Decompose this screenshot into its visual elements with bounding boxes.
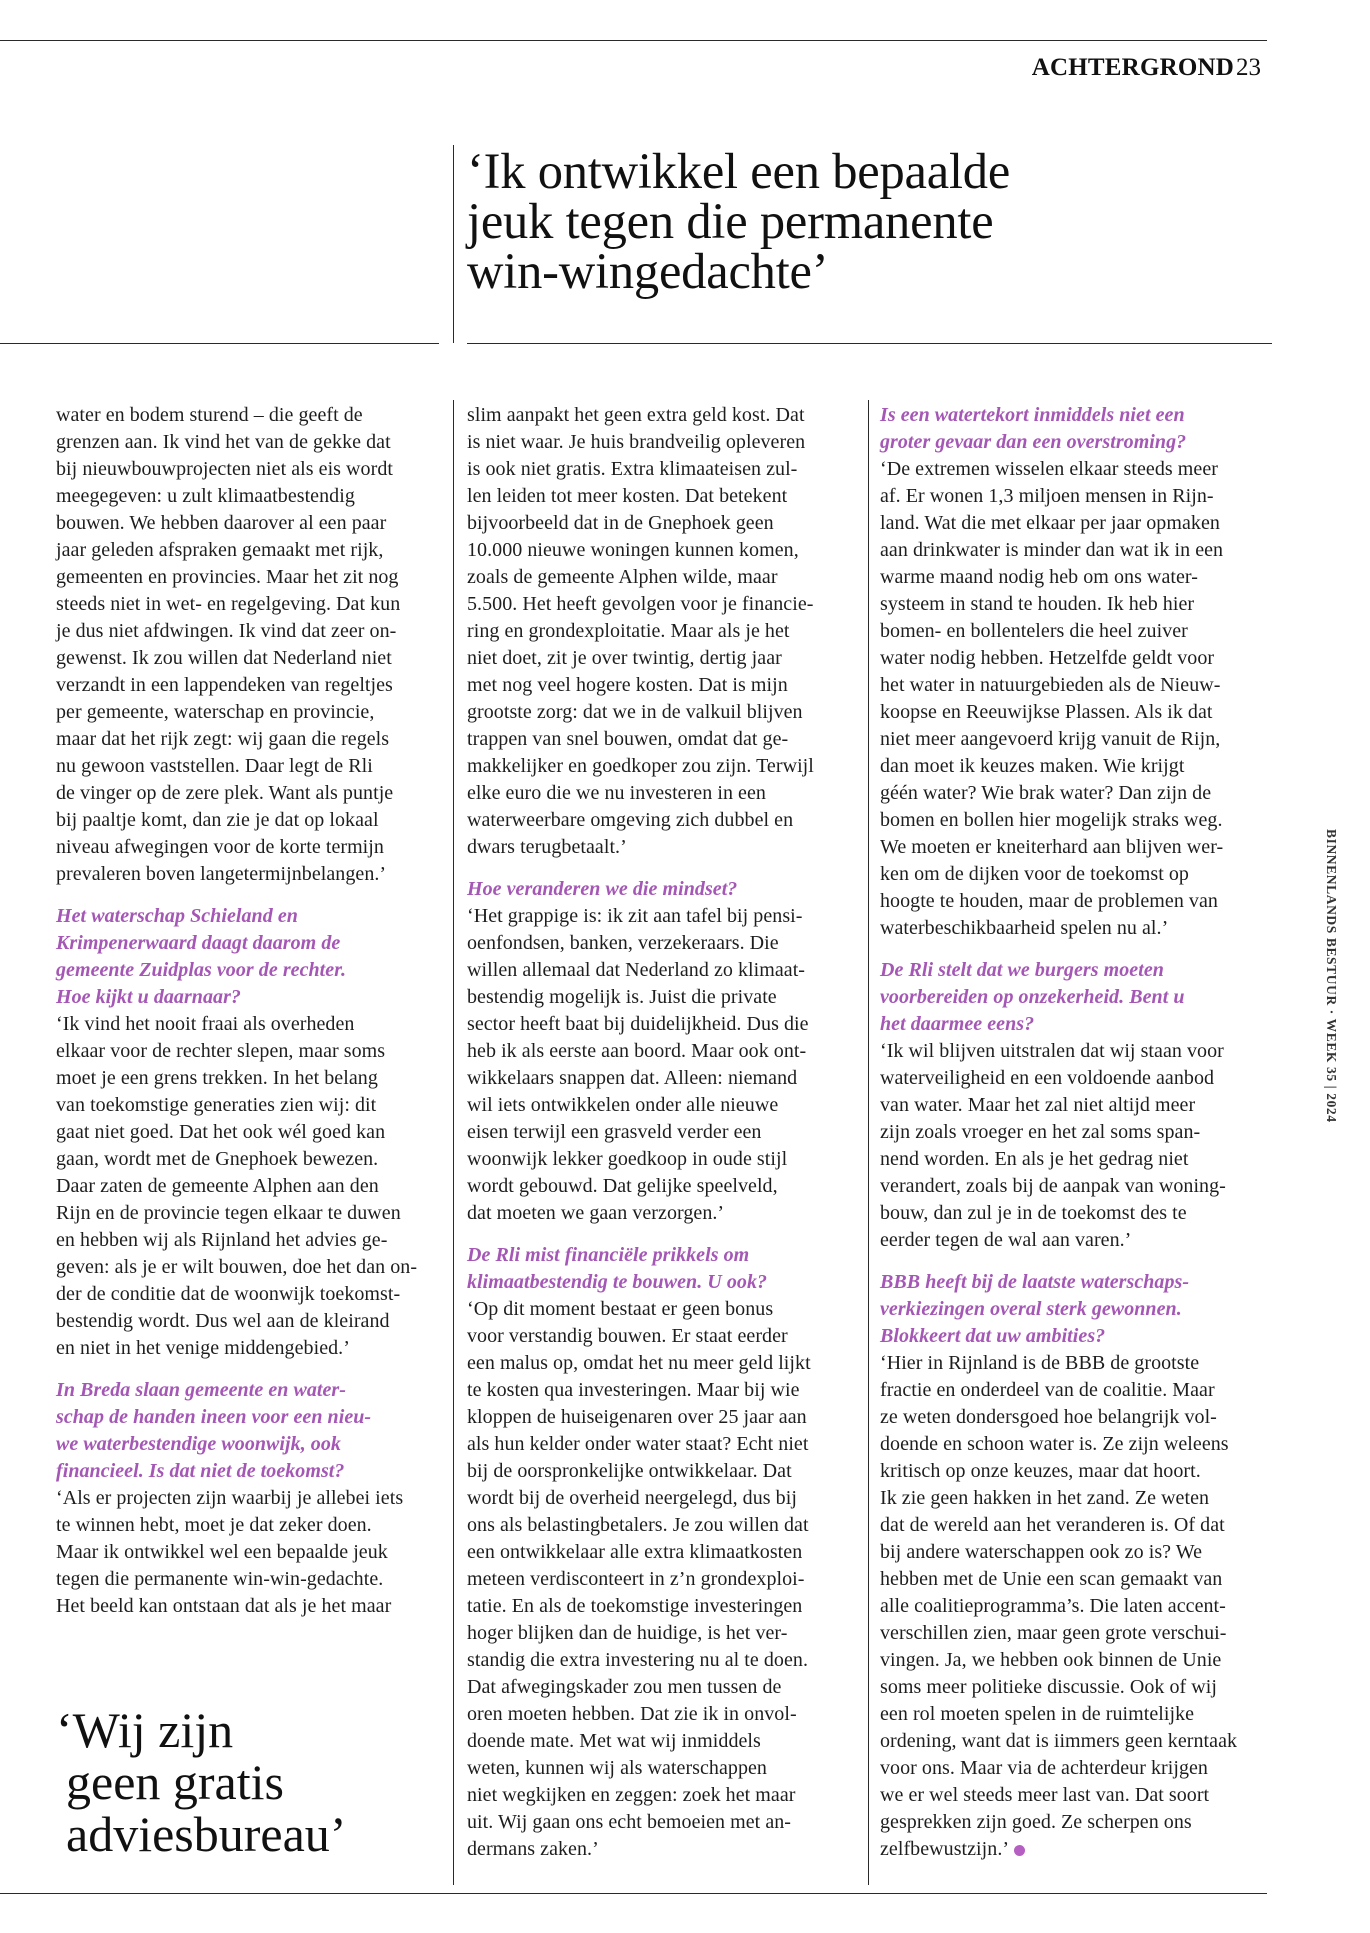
text-line: 10.000 nieuwe woningen kunnen komen,: [467, 539, 799, 561]
text-line: alle coalitieprogramma’s. Die laten accent-: [880, 1595, 1226, 1617]
text-line: voor ons. Maar via de achterdeur krijgen: [880, 1757, 1208, 1779]
text-line: niet wegkijken en zeggen: zoek het maar: [467, 1784, 796, 1806]
question-line: Het waterschap Schieland en: [56, 905, 298, 927]
pull-quote-line: geen gratis: [66, 1754, 284, 1810]
text-line: is ook niet gratis. Extra klimaateisen zul-: [467, 458, 798, 480]
text-line: bij paaltje komt, dan zie je dat op lokaal: [56, 809, 379, 831]
text-line: eisen terwijl een grasveld verder een: [467, 1121, 762, 1143]
text-line: waterveiligheid en een voldoende aanbod: [880, 1067, 1215, 1089]
paragraph-gap: [880, 942, 1265, 957]
text-line: jaar geleden afspraken gemaakt met rijk,: [56, 539, 384, 561]
headline-line: jeuk tegen die permanente: [467, 193, 994, 249]
question-line: voorbereiden op onzekerheid. Bent u: [880, 986, 1185, 1008]
text-line: vingen. Ja, we hebben ook binnen de Unie: [880, 1649, 1222, 1671]
text-line: te kosten qua investeringen. Maar bij wie: [467, 1379, 800, 1401]
text-line: tatie. En als de toekomstige investeringen: [467, 1595, 803, 1617]
text-line: gesprekken zijn goed. Ze scherpen ons: [880, 1811, 1192, 1833]
body-paragraph: [880, 456, 1265, 942]
question-line: klimaatbestendig te bouwen. U ook?: [467, 1271, 768, 1293]
question-line: het daarmee eens?: [880, 1013, 1035, 1035]
text-line: bouw, dan zul je in de toekomst des te: [880, 1202, 1187, 1224]
text-line: Daar zaten de gemeente Alphen aan den: [56, 1175, 379, 1197]
publication-side-label: BINNENLANDS BESTUUR · WEEK 35 | 2024: [1324, 829, 1339, 1123]
body-paragraph: [467, 1296, 852, 1863]
text-line: een malus op, omdat het nu meer geld lijkt: [467, 1352, 811, 1374]
text-line: steeds niet in wet- en regelgeving. Dat kun: [56, 593, 401, 615]
body-paragraph: [467, 903, 852, 1227]
text-line: doende mate. Met wat wij inmiddels: [467, 1730, 761, 1752]
interview-question: [56, 903, 441, 1011]
text-line: soms meer politieke discussie. Ook of wij: [880, 1676, 1218, 1698]
text-line: gaat niet goed. Dat het ook wél goed kan: [56, 1121, 386, 1143]
interview-question: [56, 1377, 441, 1485]
text-line: bij de oorspronkelijke ontwikkelaar. Dat: [467, 1460, 792, 1482]
text-line: zelfbewustzijn.’: [880, 1838, 1010, 1860]
text-line: weten, kunnen wij als waterschappen: [467, 1757, 767, 1779]
text-line: heb ik als eerste aan boord. Maar ook ont-: [467, 1040, 807, 1062]
text-line: waterweerbare omgeving zich dubbel en: [467, 809, 794, 831]
body-paragraph: [56, 402, 441, 888]
text-line: der de conditie dat de woonwijk toekomst-: [56, 1283, 401, 1305]
pull-quote-line: ‘Wij zijn: [56, 1702, 234, 1758]
text-line: af. Er wonen 1,3 miljoen mensen in Rijn-: [880, 485, 1214, 507]
headline-line: win-wingedachte’: [467, 243, 829, 299]
text-line: bomen en bollen hier mogelijk straks weg.: [880, 809, 1223, 831]
text-line: sector heeft baat bij duidelijkheid. Dus die: [467, 1013, 809, 1035]
text-line: ‘Op dit moment bestaat er geen bonus: [467, 1298, 774, 1320]
text-line: Maar ik ontwikkel wel een bepaalde jeuk: [56, 1541, 388, 1563]
text-line: ons als belastingbetalers. Je zou willen dat: [467, 1514, 809, 1536]
question-line: schap de handen ineen voor een nieu-: [56, 1406, 372, 1428]
text-line: oenfondsen, banken, verzekeraars. Die: [467, 932, 779, 954]
text-line: maar dat het rijk zegt: wij gaan die regels: [56, 728, 390, 750]
interview-question: [880, 957, 1265, 1038]
text-line: verzandt in een lappendeken van regeltjes: [56, 674, 393, 696]
question-line: De Rli mist financiële prikkels om: [467, 1244, 750, 1266]
text-line: als hun kelder onder water staat? Echt niet: [467, 1433, 809, 1455]
text-line: 5.500. Het heeft gevolgen voor je financie-: [467, 593, 814, 615]
paragraph-gap: [880, 1254, 1265, 1269]
question-line: verkiezingen overal sterk gewonnen.: [880, 1298, 1182, 1320]
text-line: willen allemaal dat Nederland zo klimaat-: [467, 959, 806, 981]
text-line: ‘Als er projecten zijn waarbij je allebei iets: [56, 1487, 404, 1509]
text-line: bomen- en bollentelers die heel zuiver: [880, 620, 1188, 642]
column-divider-headline: [453, 145, 454, 343]
section-label: ACHTERGROND: [1031, 54, 1234, 81]
text-line: standig die extra investering nu al te doen.: [467, 1649, 808, 1671]
paragraph-gap: [56, 1362, 441, 1377]
pull-quote-line: adviesbureau’: [66, 1806, 347, 1862]
text-line: ‘De extremen wisselen elkaar steeds meer: [880, 458, 1218, 480]
text-line: meegegeven: u zult klimaatbestendig: [56, 485, 355, 507]
text-line: ken om de dijken voor de toekomst op: [880, 863, 1189, 885]
text-line: bij andere waterschappen ook zo is? We: [880, 1541, 1203, 1563]
question-line: we waterbestendige woonwijk, ook: [56, 1433, 341, 1455]
text-line: is niet waar. Je huis brandveilig opleveren: [467, 431, 806, 453]
top-rule: [0, 40, 1267, 41]
text-line: ordening, want dat is iimmers geen kerntaak: [880, 1730, 1238, 1752]
section-header: [1032, 52, 1261, 83]
text-line: land. Wat die met elkaar per jaar opmaken: [880, 512, 1220, 534]
text-line: je dus niet afdwingen. Ik vind dat zeer on-: [56, 620, 397, 642]
pull-quote: [56, 1704, 346, 1860]
text-line: een rol moeten spelen in de ruimtelijke: [880, 1703, 1195, 1725]
text-line: ring en grondexploitatie. Maar als je het: [467, 620, 790, 642]
text-line: kloppen de huiseigenaren over 25 jaar aan: [467, 1406, 807, 1428]
text-line: verschillen zien, maar geen grote verschui-: [880, 1622, 1227, 1644]
text-line: oren moeten hebben. Dat zie ik in onvol-: [467, 1703, 797, 1725]
text-line: moet je een grens trekken. In het belang: [56, 1067, 378, 1089]
text-line: de vinger op de zere plek. Want als puntje: [56, 782, 394, 804]
text-line: bouwen. We hebben daarover al een paar: [56, 512, 387, 534]
interview-question: [880, 1269, 1265, 1350]
text-line: Dat afwegingskader zou men tussen de: [467, 1676, 782, 1698]
question-line: gemeente Zuidplas voor de rechter.: [56, 959, 346, 981]
text-line: prevaleren boven langetermijnbelangen.’: [56, 863, 387, 885]
text-line: grenzen aan. Ik vind het van de gekke dat: [56, 431, 391, 453]
article-headline: [467, 143, 1287, 299]
text-line: bestendig mogelijk is. Juist die private: [467, 986, 777, 1008]
question-line: Hoe kijkt u daarnaar?: [56, 986, 241, 1008]
text-line: bijvoorbeeld dat in de Gnephoek geen: [467, 512, 774, 534]
text-line: doende en schoon water is. Ze zijn weleens: [880, 1433, 1229, 1455]
article-column-1: [56, 402, 441, 1620]
text-line: makkelijker en goedkoper zou zijn. Terwijl: [467, 755, 814, 777]
paragraph-gap: [467, 861, 852, 876]
text-line: woonwijk lekker goedkoop in oude stijl: [467, 1148, 788, 1170]
text-line: warme maand nodig heb om ons water-: [880, 566, 1198, 588]
text-line: uit. Wij gaan ons echt bemoeien met an-: [467, 1811, 792, 1833]
text-line: slim aanpakt het geen extra geld kost. Dat: [467, 404, 805, 426]
question-line: Is een watertekort inmiddels niet een: [880, 404, 1185, 426]
text-line: zoals de gemeente Alphen wilde, maar: [467, 566, 778, 588]
text-line: trappen van snel bouwen, omdat dat ge-: [467, 728, 789, 750]
text-line: géén water? Wie brak water? Dan zijn de: [880, 782, 1212, 804]
text-line: hebben met de Unie een scan gemaakt van: [880, 1568, 1223, 1590]
text-line: gemeenten en provincies. Maar het zit nog: [56, 566, 399, 588]
text-line: ‘Hier in Rijnland is de BBB de grootste: [880, 1352, 1200, 1374]
text-line: geven: als je er wilt bouwen, doe het dan on-: [56, 1256, 418, 1278]
text-line: voor verstandig bouwen. Er staat eerder: [467, 1325, 788, 1347]
question-line: In Breda slaan gemeente en water-: [56, 1379, 346, 1401]
text-line: we er wel steeds meer last van. Dat soort: [880, 1784, 1210, 1806]
text-line: dat moeten we gaan verzorgen.’: [467, 1202, 725, 1224]
interview-question: [880, 402, 1265, 456]
text-line: koopse en Reeuwijkse Plassen. Als ik dat: [880, 701, 1213, 723]
text-line: water nodig hebben. Hetzelfde geldt voor: [880, 647, 1215, 669]
text-line: en niet in het venige middengebied.’: [56, 1337, 350, 1359]
text-line: grootste zorg: dat we in de valkuil blijven: [467, 701, 803, 723]
question-line: BBB heeft bij de laatste waterschaps-: [880, 1271, 1190, 1293]
text-line: ‘Ik vind het nooit fraai als overheden: [56, 1013, 355, 1035]
page-number: 23: [1236, 54, 1261, 81]
text-line: met nog veel hogere kosten. Dat is mijn: [467, 674, 788, 696]
text-line: niet meer aangevoerd krijg vanuit de Rijn,: [880, 728, 1221, 750]
text-line: kritisch op onze keuzes, maar dat hoort.: [880, 1460, 1201, 1482]
text-line: nu gewoon vaststellen. Daar legt de Rli: [56, 755, 373, 777]
text-line: wikkelaars snappen dat. Alleen: niemand: [467, 1067, 798, 1089]
text-line: niet doet, zit je over twintig, dertig jaar: [467, 647, 782, 669]
text-line: gewenst. Ik zou willen dat Nederland niet: [56, 647, 392, 669]
text-line: meteen verdisconteert in z’n grondexploi-: [467, 1568, 805, 1590]
text-line: dat de wereld aan het veranderen is. Of dat: [880, 1514, 1225, 1536]
text-line: het water in natuurgebieden als de Nieuw-: [880, 674, 1221, 696]
text-line: zijn zoals vroeger en het zal soms span-: [880, 1121, 1201, 1143]
text-line: en hebben wij als Rijnland het advies ge-: [56, 1229, 388, 1251]
bottom-rule: [0, 1893, 1267, 1894]
text-line: fractie en onderdeel van de coalitie. Maar: [880, 1379, 1215, 1401]
question-line: financieel. Is dat niet de toekomst?: [56, 1460, 345, 1482]
text-line: wordt gebouwd. Dat gelijke speelveld,: [467, 1175, 778, 1197]
headline-rule-right: [467, 343, 1272, 344]
text-line: per gemeente, waterschap en provincie,: [56, 701, 375, 723]
text-line: dermans zaken.’: [467, 1838, 599, 1860]
text-line: elke euro die we nu investeren in een: [467, 782, 766, 804]
body-paragraph: [56, 1011, 441, 1362]
body-paragraph: [880, 1350, 1265, 1863]
text-line: Rijn en de provincie tegen elkaar te duwen: [56, 1202, 401, 1224]
text-line: systeem in stand te houden. Ik heb hier: [880, 593, 1195, 615]
text-line: van water. Maar het zal niet altijd meer: [880, 1094, 1196, 1116]
body-paragraph: [880, 1038, 1265, 1254]
text-line: verandert, zoals bij de aanpak van woning-: [880, 1175, 1226, 1197]
interview-question: [467, 1242, 852, 1296]
text-line: hoger blijken dan de huidige, is het ver-: [467, 1622, 788, 1644]
paragraph-gap: [56, 888, 441, 903]
article-column-2: [467, 402, 852, 1863]
text-line: dwars terugbetaalt.’: [467, 836, 627, 858]
text-line: waterbeschikbaarheid spelen nu al.’: [880, 917, 1169, 939]
interview-question: [467, 876, 852, 903]
text-line: bestendig wordt. Dus wel aan de kleirand: [56, 1310, 390, 1332]
text-line: van toekomstige generaties zien wij: dit: [56, 1094, 377, 1116]
body-paragraph: [467, 402, 852, 861]
text-line: aan drinkwater is minder dan wat ik in een: [880, 539, 1224, 561]
text-line: te winnen hebt, moet je dat zeker doen.: [56, 1514, 372, 1536]
headline-line: ‘Ik ontwikkel een bepaalde: [467, 143, 1011, 199]
text-line: Ik zie geen hakken in het zand. Ze weten: [880, 1487, 1210, 1509]
text-line: len leiden tot meer kosten. Dat betekent: [467, 485, 788, 507]
text-line: een ontwikkelaar alle extra klimaatkosten: [467, 1541, 803, 1563]
text-line: hoogte te houden, maar de problemen van: [880, 890, 1218, 912]
question-line: De Rli stelt dat we burgers moeten: [880, 959, 1164, 981]
text-line: ze weten dondersgoed hoe belangrijk vol-: [880, 1406, 1217, 1428]
question-line: Krimpenerwaard daagt daarom de: [56, 932, 341, 954]
text-line: niveau afwegingen voor de korte termijn: [56, 836, 384, 858]
text-line: nend worden. En als je het gedrag niet: [880, 1148, 1189, 1170]
question-line: groter gevaar dan een overstroming?: [880, 431, 1187, 453]
text-line: wil iets ontwikkelen onder alle nieuwe: [467, 1094, 779, 1116]
text-line: bij nieuwbouwprojecten niet als eis wordt: [56, 458, 393, 480]
headline-rule-left: [0, 343, 439, 344]
text-line: water en bodem sturend – die geeft de: [56, 404, 363, 426]
text-line: ‘Het grappige is: ik zit aan tafel bij pensi-: [467, 905, 803, 927]
column-divider-2: [868, 400, 869, 1885]
text-line: ‘Ik wil blijven uitstralen dat wij staan voor: [880, 1040, 1224, 1062]
article-column-3: [880, 402, 1265, 1863]
question-line: Blokkeert dat uw ambities?: [880, 1325, 1106, 1347]
body-paragraph: [56, 1485, 441, 1620]
end-mark-dot-icon: [1014, 1845, 1025, 1856]
question-line: Hoe veranderen we die mindset?: [467, 878, 738, 900]
column-divider-1: [453, 400, 454, 1885]
text-line: We moeten er kneiterhard aan blijven wer-: [880, 836, 1224, 858]
text-line: tegen die permanente win-win-gedachte.: [56, 1568, 384, 1590]
text-line: eerder tegen de wal aan varen.’: [880, 1229, 1132, 1251]
text-line: Het beeld kan ontstaan dat als je het maar: [56, 1595, 392, 1617]
text-line: gaan, wordt met de Gnephoek bewezen.: [56, 1148, 379, 1170]
text-line: wordt bij de overheid neergelegd, dus bij: [467, 1487, 797, 1509]
paragraph-gap: [467, 1227, 852, 1242]
text-line: dan moet ik keuzes maken. Wie krijgt: [880, 755, 1185, 777]
text-line: elkaar voor de rechter slepen, maar soms: [56, 1040, 386, 1062]
